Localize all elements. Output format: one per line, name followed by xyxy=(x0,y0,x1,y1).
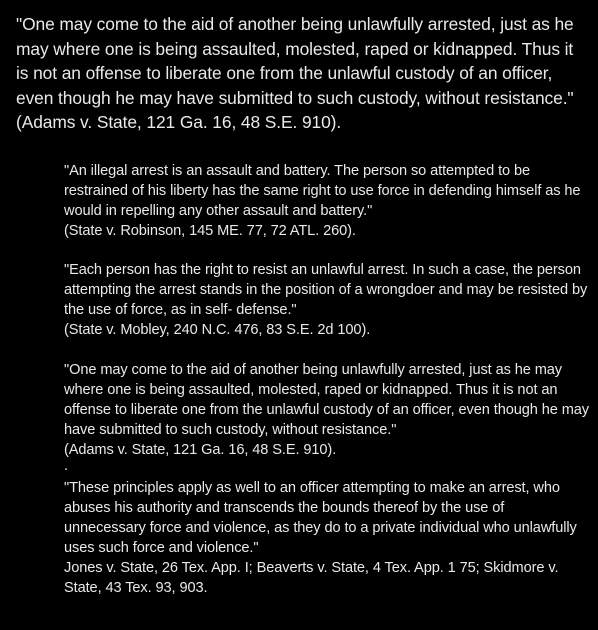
quote-text: "These principles apply as well to an officer attempting to make an arrest, who abuses his authority and transcends the bounds thereof by the use of unnecessary force and violence, as they do to a private individual who unlawfully uses such force and violence." xyxy=(64,480,577,557)
quote-block-adams xyxy=(64,360,589,460)
main-quote-text: "One may come to the aid of another being unlawfully arrested, just as he may where one is being assaulted, molested, raped or kidnapped. Thus it is not an offense to liberate one from the unlawful custody of an officer, even though he may have submitted to such custody, without resistance." (Adams v. State, 121 Ga. 16, 48 S.E. 910). xyxy=(16,14,574,133)
quote-text: "Each person has the right to resist an unlawful arrest. In such a case, the person attempting the arrest stands in the position of a wrongdoer and may be resisted by the use of force, as in self- defense." xyxy=(64,262,588,319)
separator-dot: . xyxy=(64,458,69,474)
quote-block-mobley xyxy=(64,260,589,340)
quote-citation: (State v. Robinson, 145 ME. 77, 72 ATL. 260). xyxy=(64,223,356,240)
quote-citation: (State v. Mobley, 240 N.C. 476, 83 S.E. 2d 100). xyxy=(64,322,371,339)
quote-text: "One may come to the aid of another being unlawfully arrested, just as he may where one is being assaulted, molested, raped or kidnapped. Thus it is not an offense to liberate one from the unlawful custody of an officer, even though he may have submitted to such custody, without resistance." xyxy=(64,362,589,439)
quote-text: "An illegal arrest is an assault and battery. The person so attempted to be restrained of his liberty has the same right to use force in defending himself as he would in repelling any other assault and battery." xyxy=(64,163,581,220)
quote-block-robinson xyxy=(64,161,589,241)
quote-citation: (Adams v. State, 121 Ga. 16, 48 S.E. 910). xyxy=(64,442,337,459)
quote-block-principles xyxy=(64,478,589,599)
quote-citation: Jones v. State, 26 Tex. App. I; Beaverts v. State, 4 Tex. App. 1 75; Skidmore v. State, 43 Tex. 93, 903. xyxy=(64,560,559,597)
